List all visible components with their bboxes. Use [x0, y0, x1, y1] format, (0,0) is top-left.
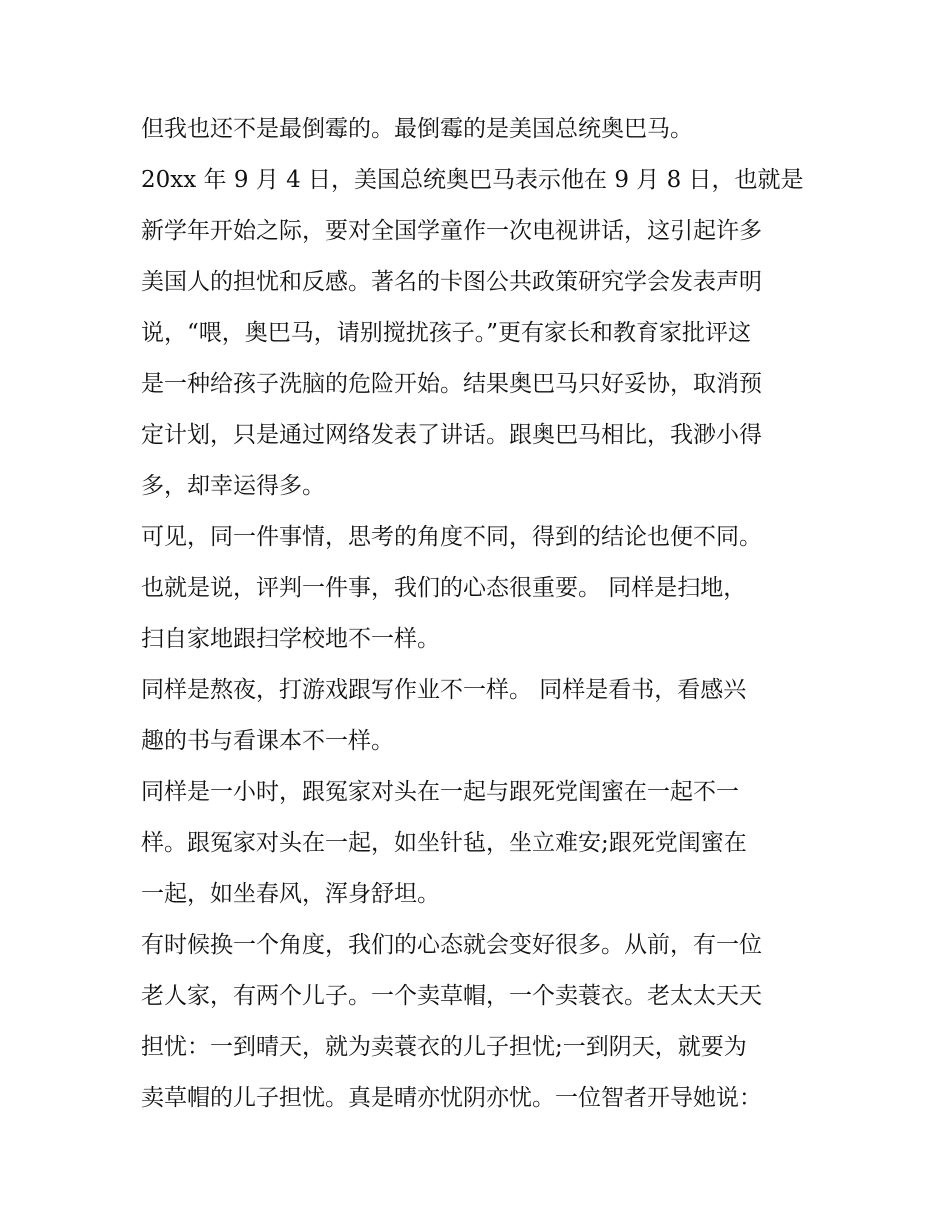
text-line: 可见，同一件事情，思考的角度不同，得到的结论也便不同。: [141, 524, 762, 550]
text-line: 20xx 年 9 月 4 日，美国总统奥巴马表示他在 9 月 8 日，也就是: [141, 167, 804, 193]
text-line: 定计划，只是通过网络发表了讲话。跟奥巴马相比，我渺小得: [141, 422, 762, 448]
text-line: 新学年开始之际，要对全国学童作一次电视讲话，这引起许多: [141, 218, 762, 244]
text-line: 样。跟冤家对头在一起，如坐针毡，坐立难安;跟死党闺蜜在: [141, 830, 747, 856]
text-line: 也就是说，评判一件事，我们的心态很重要。 同样是扫地，: [141, 575, 747, 601]
text-line: 担忧：一到晴天，就为卖蓑衣的儿子担忧;一到阴天，就要为: [141, 1034, 747, 1060]
text-line: 有时候换一个角度，我们的心态就会变好很多。从前，有一位: [141, 932, 762, 958]
text-line: 同样是熬夜，打游戏跟写作业不一样。 同样是看书，看感兴: [141, 677, 747, 703]
text-line: 是一种给孩子洗脑的危险开始。结果奥巴马只好妥协，取消预: [141, 371, 762, 397]
text-line: 多，却幸运得多。: [141, 473, 325, 499]
text-line: 但我也还不是最倒霉的。最倒霉的是美国总统奥巴马。: [141, 116, 693, 142]
text-line: 扫自家地跟扫学校地不一样。: [141, 626, 440, 652]
text-line: 说，“喂，奥巴马，请别搅扰孩子。”更有家长和教育家批评这: [141, 320, 752, 346]
text-line: 一起，如坐春风，浑身舒坦。: [141, 881, 440, 907]
text-line: 美国人的担忧和反感。著名的卡图公共政策研究学会发表声明: [141, 269, 762, 295]
text-line: 老人家，有两个儿子。一个卖草帽，一个卖蓑衣。老太太天天: [141, 983, 762, 1009]
text-line: 同样是一小时，跟冤家对头在一起与跟死党闺蜜在一起不一: [141, 779, 739, 805]
body-text: [141, 104, 831, 1124]
text-line: 卖草帽的儿子担忧。真是晴亦忧阴亦忧。一位智者开导她说：: [141, 1085, 762, 1111]
text-line: 趣的书与看课本不一样。: [141, 728, 394, 754]
